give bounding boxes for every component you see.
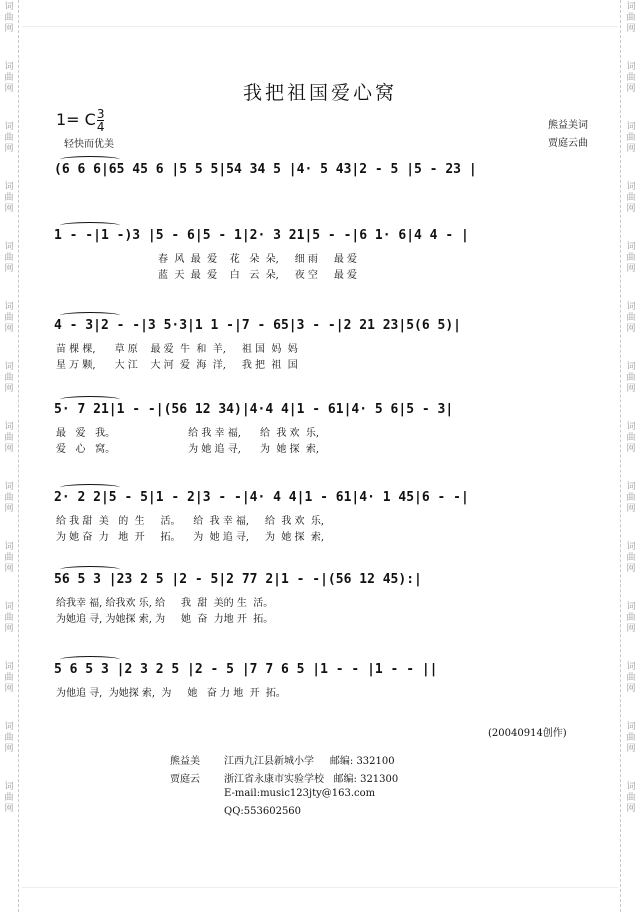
watermark-char: 曲 bbox=[4, 373, 14, 383]
watermark-char: 网 bbox=[626, 444, 636, 454]
watermark-char: 网 bbox=[626, 744, 636, 754]
watermark-char: 曲 bbox=[626, 613, 636, 623]
notation-line: 4 - 3|2 - -|3 5·3|1 1 -|7 - 65|3 - -|2 21 23|5(6 5)| bbox=[54, 318, 461, 333]
watermark-char: 词 bbox=[4, 482, 14, 492]
watermark-char: 词 bbox=[626, 722, 636, 732]
watermark-char: 曲 bbox=[626, 733, 636, 743]
watermark-char: 网 bbox=[4, 684, 14, 694]
watermark-char: 词 bbox=[4, 62, 14, 72]
lyric-line: 给 我 甜 美 的 生 活。 给 我 幸 福, 给 我 欢 乐, bbox=[56, 516, 325, 527]
watermark-text bbox=[624, 122, 638, 155]
watermark-text bbox=[2, 782, 16, 815]
watermark-char: 网 bbox=[4, 24, 14, 34]
watermark-char: 网 bbox=[626, 564, 636, 574]
watermark-text bbox=[624, 362, 638, 395]
watermark-text bbox=[2, 302, 16, 335]
lyric-line: 爱 心 窝。 为 她 追 寻, 为 她 探 索, bbox=[56, 444, 320, 455]
lyric-line: 最 爱 我。 给 我 幸 福, 给 我 欢 乐, bbox=[56, 428, 320, 439]
watermark-text bbox=[624, 2, 638, 35]
lyric-line: 给我幸 福, 给我欢 乐, 给 我 甜 美的 生 活。 bbox=[56, 598, 274, 609]
watermark-char: 曲 bbox=[4, 493, 14, 503]
watermark-char: 词 bbox=[626, 362, 636, 372]
watermark-char: 网 bbox=[626, 24, 636, 34]
tempo-marking: 轻快而优美 bbox=[64, 139, 114, 150]
left-guide-line bbox=[18, 0, 19, 912]
watermark-text bbox=[2, 122, 16, 155]
notation-line: 2· 2 2|5 - 5|1 - 2|3 - -|4· 4 4|1 - 61|4· 1 45|6 - -| bbox=[54, 490, 469, 505]
watermark-char: 曲 bbox=[626, 673, 636, 683]
notation-line: 56 5 3 |23 2 5 |2 - 5|2 77 2|1 - -|(56 12 45):| bbox=[54, 572, 422, 587]
watermark-char: 词 bbox=[4, 2, 14, 12]
lyric-line: 为他追 寻, 为她探 索, 为 她 奋 力 地 开 拓。 bbox=[56, 688, 286, 699]
watermark-char: 词 bbox=[4, 542, 14, 552]
key-label: 1= C bbox=[56, 110, 96, 129]
watermark-char: 曲 bbox=[626, 553, 636, 563]
watermark-text bbox=[624, 602, 638, 635]
watermark-char: 网 bbox=[4, 324, 14, 334]
watermark-text bbox=[2, 722, 16, 755]
watermark-text bbox=[624, 782, 638, 815]
watermark-char: 网 bbox=[626, 324, 636, 334]
watermark-text bbox=[624, 482, 638, 515]
watermark-text bbox=[2, 482, 16, 515]
watermark-text bbox=[624, 302, 638, 335]
contact-info: QQ:553602560 bbox=[224, 806, 302, 817]
contact-name: 贾庭云 bbox=[170, 774, 200, 785]
watermark-char: 词 bbox=[626, 782, 636, 792]
watermark-char: 词 bbox=[4, 602, 14, 612]
watermark-char: 词 bbox=[626, 302, 636, 312]
watermark-char: 曲 bbox=[626, 373, 636, 383]
notation-line: 5 6 5 3 |2 3 2 5 |2 - 5 |7 7 6 5 |1 - - |1 - - || bbox=[54, 662, 438, 677]
watermark-text bbox=[2, 242, 16, 275]
watermark-char: 网 bbox=[4, 264, 14, 274]
time-denominator: 4 bbox=[96, 120, 105, 134]
watermark-char: 曲 bbox=[626, 493, 636, 503]
watermark-char: 曲 bbox=[4, 13, 14, 23]
left-watermark-column bbox=[2, 0, 16, 912]
contact-info: 江西九江县新城小学 邮编: 332100 bbox=[224, 756, 395, 767]
creation-date: (20040914创作) bbox=[488, 728, 567, 739]
lyric-line: 蓝 天 最 爱 白 云 朵, 夜 空 最 爱 bbox=[158, 270, 358, 281]
watermark-text bbox=[2, 542, 16, 575]
watermark-char: 曲 bbox=[626, 433, 636, 443]
watermark-char: 曲 bbox=[626, 253, 636, 263]
lyric-line: 为 她 奋 力 地 开 拓。 为 她 追 寻, 为 她 探 索, bbox=[56, 532, 325, 543]
watermark-char: 曲 bbox=[4, 673, 14, 683]
watermark-char: 词 bbox=[626, 182, 636, 192]
song-title: 我把祖国爱心窝 bbox=[242, 82, 397, 104]
watermark-char: 词 bbox=[4, 302, 14, 312]
watermark-text bbox=[2, 422, 16, 455]
watermark-char: 曲 bbox=[4, 553, 14, 563]
watermark-char: 曲 bbox=[4, 793, 14, 803]
watermark-char: 曲 bbox=[4, 733, 14, 743]
watermark-char: 曲 bbox=[626, 193, 636, 203]
notation-line: (6 6 6|65 45 6 |5 5 5|54 34 5 |4· 5 43|2 - 5 |5 - 23 | bbox=[54, 162, 477, 177]
watermark-char: 网 bbox=[4, 384, 14, 394]
lyric-line: 星 万 颗, 大 江 大 河 爱 海 洋, 我 把 祖 国 bbox=[56, 360, 298, 371]
watermark-text bbox=[2, 2, 16, 35]
lyric-line: 春 风 最 爱 花 朵 朵, 细 雨 最 爱 bbox=[158, 254, 358, 265]
time-numerator: 3 bbox=[96, 107, 105, 121]
watermark-char: 词 bbox=[4, 422, 14, 432]
watermark-char: 曲 bbox=[4, 193, 14, 203]
watermark-char: 曲 bbox=[4, 73, 14, 83]
watermark-char: 词 bbox=[4, 782, 14, 792]
watermark-char: 词 bbox=[626, 2, 636, 12]
notation-line: 1 - -|1 -)3 |5 - 6|5 - 1|2· 3 21|5 - -|6 1· 6|4 4 - | bbox=[54, 228, 469, 243]
composer-credit: 贾庭云曲 bbox=[548, 138, 588, 149]
watermark-char: 曲 bbox=[4, 433, 14, 443]
watermark-char: 曲 bbox=[626, 313, 636, 323]
watermark-char: 词 bbox=[626, 602, 636, 612]
watermark-char: 词 bbox=[4, 662, 14, 672]
watermark-char: 网 bbox=[4, 504, 14, 514]
watermark-char: 网 bbox=[626, 384, 636, 394]
watermark-char: 网 bbox=[626, 504, 636, 514]
contact-name: 熊益美 bbox=[170, 756, 200, 767]
watermark-text bbox=[2, 182, 16, 215]
watermark-char: 网 bbox=[4, 144, 14, 154]
watermark-text bbox=[624, 542, 638, 575]
watermark-char: 曲 bbox=[626, 73, 636, 83]
watermark-text bbox=[624, 182, 638, 215]
right-guide-line bbox=[620, 0, 621, 912]
watermark-char: 词 bbox=[4, 122, 14, 132]
watermark-char: 词 bbox=[626, 662, 636, 672]
watermark-char: 曲 bbox=[626, 793, 636, 803]
watermark-char: 网 bbox=[4, 84, 14, 94]
watermark-char: 网 bbox=[626, 684, 636, 694]
lyric-line: 苗 棵 棵, 草 原 最 爱 牛 和 羊, 祖 国 妈 妈 bbox=[56, 344, 298, 355]
notation-line: 5· 7 21|1 - -|(56 12 34)|4·4 4|1 - 61|4· 5 6|5 - 3| bbox=[54, 402, 454, 417]
watermark-char: 词 bbox=[4, 362, 14, 372]
time-signature bbox=[97, 108, 105, 133]
watermark-char: 词 bbox=[626, 62, 636, 72]
watermark-text bbox=[2, 662, 16, 695]
watermark-char: 网 bbox=[626, 84, 636, 94]
watermark-char: 网 bbox=[626, 264, 636, 274]
watermark-char: 网 bbox=[4, 204, 14, 214]
watermark-text bbox=[624, 422, 638, 455]
watermark-char: 网 bbox=[626, 804, 636, 814]
watermark-text bbox=[624, 242, 638, 275]
contact-info: 浙江省永康市实验学校 邮编: 321300 bbox=[224, 774, 399, 785]
watermark-char: 词 bbox=[626, 242, 636, 252]
watermark-char: 曲 bbox=[4, 313, 14, 323]
watermark-char: 网 bbox=[4, 624, 14, 634]
watermark-text bbox=[624, 722, 638, 755]
watermark-char: 网 bbox=[4, 804, 14, 814]
watermark-char: 词 bbox=[626, 542, 636, 552]
watermark-char: 网 bbox=[626, 204, 636, 214]
watermark-char: 词 bbox=[626, 482, 636, 492]
lyricist-credit: 熊益美词 bbox=[548, 120, 588, 131]
watermark-text bbox=[624, 662, 638, 695]
watermark-text bbox=[2, 602, 16, 635]
watermark-char: 曲 bbox=[4, 253, 14, 263]
key-signature bbox=[56, 108, 104, 133]
watermark-char: 网 bbox=[4, 744, 14, 754]
watermark-char: 网 bbox=[4, 564, 14, 574]
watermark-char: 词 bbox=[4, 242, 14, 252]
watermark-char: 曲 bbox=[626, 13, 636, 23]
watermark-char: 词 bbox=[4, 722, 14, 732]
watermark-char: 词 bbox=[4, 182, 14, 192]
watermark-char: 词 bbox=[626, 422, 636, 432]
watermark-char: 曲 bbox=[4, 613, 14, 623]
contact-info: E-mail:music123jty@163.com bbox=[224, 788, 376, 799]
watermark-char: 网 bbox=[4, 444, 14, 454]
watermark-char: 曲 bbox=[4, 133, 14, 143]
lyric-line: 为她追 寻, 为她探 索, 为 她 奋 力地 开 拓。 bbox=[56, 614, 274, 625]
watermark-char: 词 bbox=[626, 122, 636, 132]
watermark-char: 曲 bbox=[626, 133, 636, 143]
watermark-char: 网 bbox=[626, 144, 636, 154]
right-watermark-column bbox=[624, 0, 638, 912]
watermark-text bbox=[2, 362, 16, 395]
watermark-char: 网 bbox=[626, 624, 636, 634]
